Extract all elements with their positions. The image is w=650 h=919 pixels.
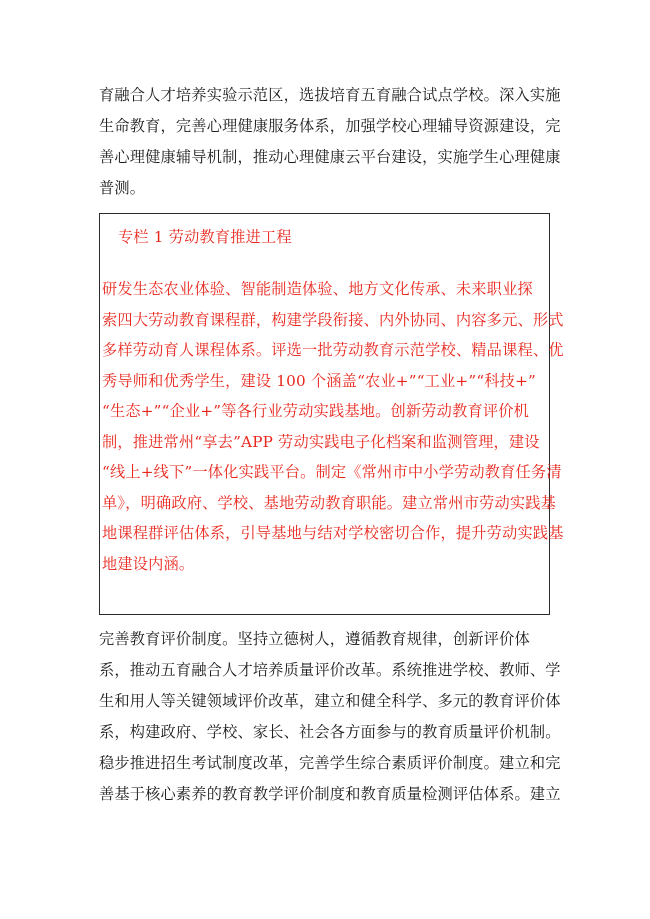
- text-line: 索四大劳动教育课程群，构建学段衔接、内外协同、内容多元、形式: [102, 310, 564, 329]
- feature-box-title: 专栏 1 劳动教育推进工程: [118, 228, 292, 246]
- text-line: 善心理健康辅导机制，推动心理健康云平台建设，实施学生心理健康: [99, 148, 561, 166]
- text-line: 生命教育，完善心理健康服务体系，加强学校心理辅导资源建设，完: [99, 117, 561, 135]
- paragraph-mental-health: [99, 80, 561, 204]
- text-line: 育融合人才培养实验示范区，选拔培育五育融合试点学校。深入实施: [99, 86, 561, 104]
- text-line: 普测。: [99, 179, 146, 197]
- text-line: 研发生态农业体验、智能制造体验、地方文化传承、未来职业探: [102, 280, 533, 298]
- text-line: “生态+”“企业+”等各行业劳动实践基地。创新劳动教育评价机: [102, 402, 530, 420]
- feature-box-labor-education: [99, 213, 564, 615]
- text-line: 秀导师和优秀学生，建设 100 个涵盖“农业+”“工业+”“科技+”: [102, 371, 536, 390]
- text-line: “线上+线下”一体化实践平台。制定《常州市中小学劳动教育任务清: [102, 463, 562, 481]
- text-line: 单》，明确政府、学校、基地劳动教育职能。建立常州市劳动实践基: [102, 493, 557, 512]
- text-line: 稳步推进招生考试制度改革，完善学生综合素质评价制度。建立和完: [99, 754, 561, 772]
- text-line: 善基于核心素养的教育教学评价制度和教育质量检测评估体系。建立: [99, 785, 561, 803]
- text-line: 系，构建政府、学校、家长、社会各方面参与的教育质量评价机制。: [99, 723, 561, 741]
- text-line: 生和用人等关键领域评价改革，建立和健全科学、多元的教育评价体: [99, 692, 561, 710]
- paragraph-evaluation-system: [99, 624, 561, 810]
- text-line: 地建设内涵。: [102, 554, 195, 573]
- feature-box-body: [102, 274, 564, 579]
- text-line: 多样劳动育人课程体系。评选一批劳动教育示范学校、精品课程、优: [102, 341, 564, 359]
- text-line: 制，推进常州“享去”APP 劳动实践电子化档案和监测管理，建设: [102, 432, 540, 451]
- text-line: 系，推动五育融合人才培养质量评价改革。系统推进学校、教师、学: [99, 661, 561, 679]
- text-line: 地课程群评估体系，引导基地与结对学校密切合作，提升劳动实践基: [102, 524, 564, 542]
- text-line: 完善教育评价制度。坚持立德树人，遵循教育规律，创新评价体: [99, 630, 530, 648]
